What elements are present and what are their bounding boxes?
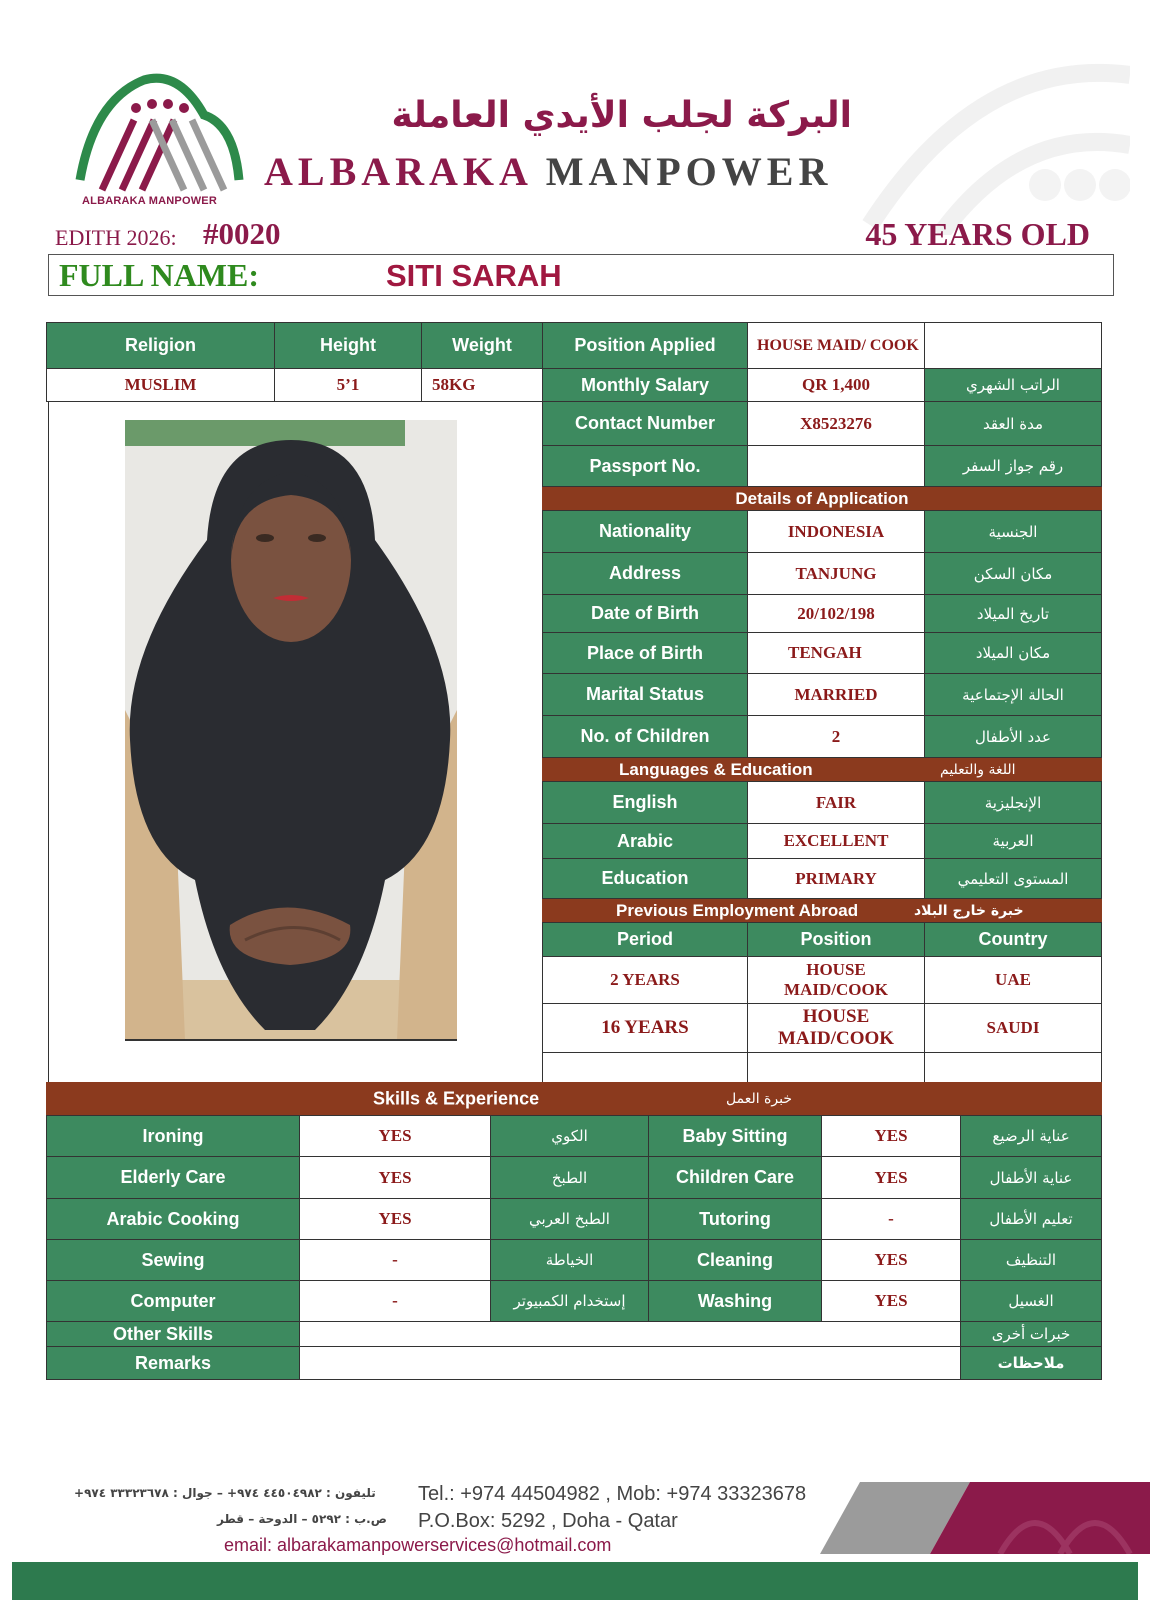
skill-babysitting-value: YES (821, 1115, 961, 1157)
position-label: Position Applied (542, 322, 748, 369)
employment-section-title-ar: خبرة خارج البلاد (914, 903, 1024, 919)
pob-label-ar: مكان الميلاد (924, 632, 1102, 674)
weight-header: Weight (421, 322, 543, 369)
full-name-label: FULL NAME: (59, 257, 259, 293)
candidate-photo-drawing (125, 420, 457, 1040)
religion-header: Religion (46, 322, 275, 369)
skill-arabic-cooking-value: YES (299, 1198, 491, 1240)
address-label-ar: مكان السكن (924, 552, 1102, 595)
full-name-value: SITI SARAH (386, 258, 562, 293)
salary-value: QR 1,400 (747, 368, 925, 402)
position-extra-cell (924, 322, 1102, 369)
religion-value: MUSLIM (46, 368, 275, 402)
skill-tutoring-ar: تعليم الأطفال (960, 1198, 1102, 1240)
passport-label: Passport No. (542, 445, 748, 487)
employment-period: 16 YEARS (542, 1003, 748, 1053)
skill-washing-ar: الغسيل (960, 1280, 1102, 1322)
footer-decoration (820, 1482, 1150, 1554)
languages-section-header (542, 758, 1102, 782)
pob-label: Place of Birth (542, 632, 748, 674)
passport-label-ar: رقم جواز السفر (924, 445, 1102, 487)
salary-label: Monthly Salary (542, 368, 748, 402)
skill-computer-ar: إستخدام الكمبيوتر (490, 1280, 649, 1322)
passport-value (747, 445, 925, 487)
skill-ironing-value: YES (299, 1115, 491, 1157)
employment-country: UAE (924, 956, 1102, 1004)
pob-value: TENGAH (747, 632, 925, 674)
contact-label: Contact Number (542, 401, 748, 446)
details-section-header (542, 487, 1102, 511)
other-skills-ar: خبرات أخرى (960, 1321, 1102, 1347)
marital-value: MARRIED (747, 673, 925, 716)
employment-empty-cell (924, 1052, 1102, 1083)
skill-babysitting-ar: عناية الرضيع (960, 1115, 1102, 1157)
skill-sewing-ar: الخياطة (490, 1239, 649, 1281)
other-skills-label: Other Skills (46, 1321, 300, 1347)
skill-arabic-cooking-label: Arabic Cooking (46, 1198, 300, 1240)
skill-tutoring-value: - (821, 1198, 961, 1240)
position-value: HOUSE MAID/ COOK (747, 322, 925, 369)
english-label-ar: الإنجليزية (924, 781, 1102, 824)
skill-ironing-label: Ironing (46, 1115, 300, 1157)
employment-position: HOUSE MAID/COOK (747, 1003, 925, 1053)
skill-children-care-label: Children Care (648, 1156, 822, 1199)
marital-label-ar: الحالة الإجتماعية (924, 673, 1102, 716)
edition-label: EDITH 2026: (55, 225, 177, 250)
nationality-label-ar: الجنسية (924, 510, 1102, 553)
dob-label-ar: تاريخ الميلاد (924, 594, 1102, 633)
brand-word-2: MANPOWER (545, 149, 833, 194)
height-value: 5’1 (274, 368, 422, 402)
skill-children-care-value: YES (821, 1156, 961, 1199)
remarks-ar: ملاحظات (960, 1346, 1102, 1380)
address-label: Address (542, 552, 748, 595)
employment-empty-cell (747, 1052, 925, 1083)
brand-word-1: ALBARAKA (264, 149, 531, 194)
skill-babysitting-label: Baby Sitting (648, 1115, 822, 1157)
dob-value: 20/102/198 (747, 594, 925, 633)
languages-section-title: Languages & Education (619, 760, 813, 779)
skill-cleaning-label: Cleaning (648, 1239, 822, 1281)
skill-sewing-label: Sewing (46, 1239, 300, 1281)
weight-value: 58KG (421, 368, 543, 402)
logo-caption: ALBARAKA MANPOWER (82, 195, 217, 207)
contact-value: X8523276 (747, 401, 925, 446)
skill-elderly-care-label: Elderly Care (46, 1156, 300, 1199)
skill-ironing-ar: الكوي (490, 1115, 649, 1157)
nationality-label: Nationality (542, 510, 748, 553)
details-section-title: Details of Application (735, 489, 909, 508)
skill-computer-label: Computer (46, 1280, 300, 1322)
skill-sewing-value: - (299, 1239, 491, 1281)
brand-name-arabic: البركة لجلب الأيدي العاملة (391, 95, 852, 136)
children-label: No. of Children (542, 715, 748, 758)
dob-label: Date of Birth (542, 594, 748, 633)
nationality-value: INDONESIA (747, 510, 925, 553)
footer-phone: Tel.: +974 44504982 , Mob: +974 33323678 (418, 1483, 807, 1505)
remarks-label: Remarks (46, 1346, 300, 1380)
footer-phone-arabic: تليفون : ٤٤٥٠٤٩٨٢ ٩٧٤+ – جوال : ٣٣٣٢٣٦٧٨ ٩٧٤+ (74, 1486, 376, 1500)
brand-name-english (264, 148, 832, 195)
employment-section-title: Previous Employment Abroad (616, 901, 859, 920)
employment-country: SAUDI (924, 1003, 1102, 1053)
english-value: FAIR (747, 781, 925, 824)
skill-cleaning-ar: التنظيف (960, 1239, 1102, 1281)
skills-section-title-ar: خبرة العمل (726, 1091, 792, 1107)
education-value: PRIMARY (747, 858, 925, 899)
full-name-bar (48, 254, 1114, 296)
children-value: 2 (747, 715, 925, 758)
skill-children-care-ar: عناية الأطفال (960, 1156, 1102, 1199)
salary-label-ar: الراتب الشهري (924, 368, 1102, 402)
contact-label-ar: مدة العقد (924, 401, 1102, 446)
arabic-value: EXCELLENT (747, 823, 925, 859)
address-value: TANJUNG (747, 552, 925, 595)
footer-address-arabic: ص.ب : ٥٢٩٢ – الدوحة – قطر (217, 1512, 387, 1526)
skills-section-header (46, 1082, 1102, 1116)
footer-email: email: albarakamanpowerservices@hotmail.com (224, 1535, 612, 1555)
english-label: English (542, 781, 748, 824)
languages-section-title-ar: اللغة والتعليم (940, 762, 1016, 778)
remarks-value (299, 1346, 961, 1380)
skill-washing-label: Washing (648, 1280, 822, 1322)
education-label-ar: المستوى التعليمي (924, 858, 1102, 899)
footer-address: P.O.Box: 5292 , Doha - Qatar (418, 1510, 678, 1532)
employment-position: HOUSE MAID/COOK (747, 956, 925, 1004)
skill-arabic-cooking-ar: الطبخ العربي (490, 1198, 649, 1240)
education-label: Education (542, 858, 748, 899)
country-header: Country (924, 922, 1102, 957)
footer-band (12, 1562, 1138, 1600)
age-label: 45 YEARS OLD (865, 216, 1090, 252)
arabic-label-ar: العربية (924, 823, 1102, 859)
employment-period: 2 YEARS (542, 956, 748, 1004)
skills-section-title: Skills & Experience (373, 1088, 540, 1109)
skill-tutoring-label: Tutoring (648, 1198, 822, 1240)
skill-elderly-care-value: YES (299, 1156, 491, 1199)
albaraka-logo (74, 70, 244, 210)
employment-section-header (542, 899, 1102, 923)
skill-washing-value: YES (821, 1280, 961, 1322)
skill-cleaning-value: YES (821, 1239, 961, 1281)
employment-empty-cell (542, 1052, 748, 1083)
photo-underline (125, 1039, 457, 1041)
period-header: Period (542, 922, 748, 957)
arabic-label: Arabic (542, 823, 748, 859)
skill-computer-value: - (299, 1280, 491, 1322)
marital-label: Marital Status (542, 673, 748, 716)
skill-elderly-care-ar: الطبخ (490, 1156, 649, 1199)
candidate-photo (125, 420, 457, 1040)
children-label-ar: عدد الأطفال (924, 715, 1102, 758)
position-header: Position (747, 922, 925, 957)
reference-number: #0020 (203, 216, 281, 251)
watermark-pattern (830, 35, 1130, 235)
height-header: Height (274, 322, 422, 369)
other-skills-value (299, 1321, 961, 1347)
